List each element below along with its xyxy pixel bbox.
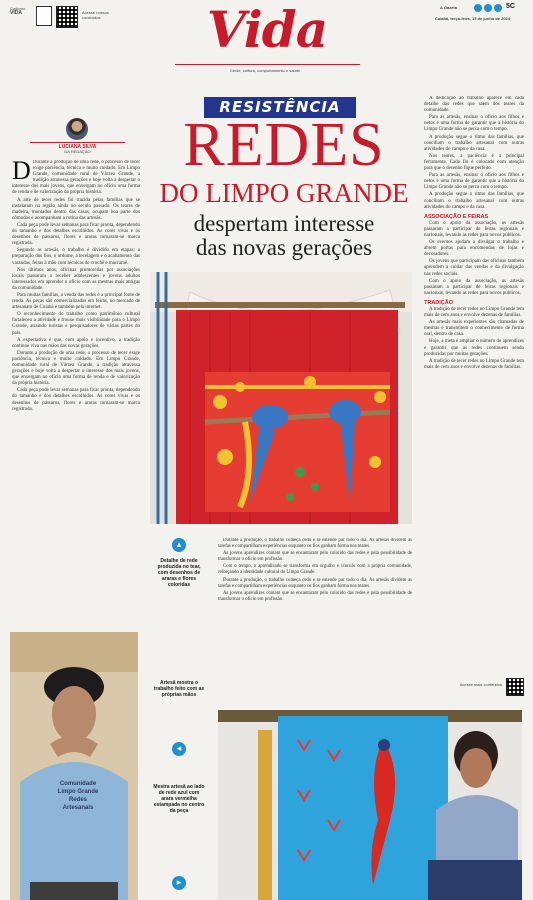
paragraph: A expectativa é que, com apoio e incentivo, a tradição continue viva nas mãos das novas gerações.: [12, 337, 140, 349]
shirt-text: [38, 780, 118, 812]
right-column-text: [424, 96, 524, 682]
kicker-banner: RESISTÊNCIA: [204, 97, 356, 118]
section-title: Vida: [206, 0, 328, 59]
paragraph: A arte de tecer redes foi trazida pelas famílias que se instalaram na região ainda no século passado. Os teares de madeira, montados dentro das casas, ocupam boa parte dos cômodos e acompanham a rotina das artesãs.: [12, 197, 140, 221]
headline-title-line2: DO LIMPO GRANDE: [159, 178, 409, 208]
deck-line: das novas gerações: [195, 235, 373, 260]
paragraph: O reconhecimento do trabalho como patrimônio cultural fortaleceu a atividade e trouxe mais visibilidade para o Limpo Grande, atraindo turistas e pesquisadores de várias partes do país.: [12, 312, 140, 336]
drop-cap: D: [12, 160, 31, 185]
center-body-text: [218, 538, 412, 698]
headline-title: REDES: [183, 111, 385, 179]
section-subtitle: Gente, cultura, comportamento e saúde: [229, 68, 301, 73]
paragraph: A dedicação ao trabalho aparece em cada detalhe das redes que saem dos teares da comunidade.: [424, 96, 524, 114]
paragraph: Durante a produção de uma rede, o processo de tecer exige paciência, técnica e muito cuidado. Em Limpo Grande, comunidade rural de Várzea Grande, a tradição atravessa gerações e hoje volta a despertar o interesse dos mais jovens, que enxergam no ofício uma forma de renda e de valorização da própria história.: [12, 160, 140, 196]
artisan-heart-photo: [10, 632, 138, 900]
header-small-text: Acesse nossos conteúdos: [82, 10, 109, 20]
paragraph: Com o tempo, o aprendizado se transforma em orgulho e vínculo com a própria comunidade, reforçando a identidade cultural do Limpo Grande.: [218, 564, 412, 576]
page-header: [0, 0, 533, 92]
paragraph: A tradição de tecer redes no Limpo Grande tem mais de cem anos e envolve dezenas de famílias.: [424, 307, 524, 319]
facebook-icon[interactable]: [474, 4, 482, 12]
photo-caption: Mestra artesã ao lado de rede azul com arara vermelha estampada no centro da peça: [153, 784, 205, 814]
youtube-icon[interactable]: [494, 4, 502, 12]
artisan-illustration: [10, 632, 138, 900]
paragraph: Durante a produção, o trabalho começa cedo e se estende por todo o dia. As artesãs dividem as tarefas e compartilham experiências enquanto os fios ganham forma nos teares.: [218, 538, 412, 550]
shirt-line: Comunidade: [59, 781, 97, 787]
hammock-photo: [150, 272, 412, 524]
paragraph: Nos últimos anos, oficinas promovidas por associações locais passaram a receber adolescentes e jovens adultos interessados em aprender o ofício com as mestras mais antigas da comunidade.: [12, 267, 140, 291]
paragraph: Para as artesãs, ensinar o ofício aos filhos e netos é uma forma de garantir que a história do Limpo Grande não se perca com o tempo.: [424, 173, 524, 191]
paragraph: Hoje, a meta é ampliar o número de aprendizes e garantir que as redes continuem sendo produzidas por muitas gerações.: [424, 339, 524, 357]
paragraph: Durante a produção, o trabalho começa cedo e se estende por todo o dia. As artesãs dividem as tarefas e compartilham experiências enquanto os fios ganham forma nos teares.: [218, 577, 412, 589]
paragraph: Nos teares, a paciência é a principal ferramenta. Cada fio é colocado com atenção para que o desenho fique perfeito.: [424, 153, 524, 172]
paragraph: Os jovens que participam das oficinas também aprendem a cuidar das vendas e da divulgação nas redes sociais.: [424, 259, 524, 277]
paragraph: Durante a produção de uma rede, o processo de tecer exige paciência, técnica e muito cuidado. Em Limpo Grande, comunidade rural de Várzea Grande, a tradição atravessa gerações e hoje volta a despertar o interesse dos mais jovens, que enxergam no ofício uma forma de renda e de valorização da própria história.: [12, 350, 140, 387]
section-label: Caderno VIDA: [10, 6, 26, 16]
title-rule: [175, 64, 360, 65]
artisan-blue-hammock-photo: [218, 710, 522, 900]
social-icons: [474, 4, 502, 12]
paragraph: As artesãs mais experientes são chamadas de mestras e transmitem o conhecimento de forma oral, dentro de casa.: [424, 320, 524, 338]
paragraph: Com o apoio da associação, as artesãs passaram a participar de feiras regionais e nacionais, levando as redes para novos públicos.: [424, 220, 524, 238]
paragraph: Cada peça pode levar semanas para ficar pronta, dependendo do tamanho e dos detalhes escolhidos. As cores vivas e os desenhos de pássaros, flores e araras tornaram-se marca registrada.: [12, 388, 140, 412]
paragraph: Com o apoio da associação, as artesãs passaram a participar de feiras regionais e nacionais, levando as redes para novos públicos.: [424, 278, 524, 296]
paragraph: A tradição de tecer redes no Limpo Grande tem mais de cem anos e envolve dezenas de famílias.: [424, 358, 524, 370]
shirt-line: Artesanais: [62, 805, 94, 811]
brand-name: A Gazeta: [440, 5, 457, 10]
page-code: 5C: [506, 3, 515, 10]
paragraph: Para muitas famílias, a venda das redes é a principal fonte de renda. As peças são comercializadas em feiras, no mercado de artesanato de Cuiabá e também pela internet.: [12, 292, 140, 311]
arrow-icon: ▴: [172, 538, 186, 552]
paragraph: Segundo as artesãs, o trabalho é dividido em etapas: a preparação dos fios, o urdume, a tecelagem e o acabamento das varandas, feitas à mão com técnicas de crochê e macramê.: [12, 248, 140, 266]
shirt-line: Redes: [68, 797, 87, 803]
instagram-icon[interactable]: [484, 4, 492, 12]
paragraph: A produção segue o ritmo das famílias, que conciliam o trabalho artesanal com outras atividades do campo e da casa.: [424, 134, 524, 152]
footer-text: Acesse mais conteúdos: [459, 682, 502, 687]
deck-line: despertam interesse: [193, 211, 375, 236]
photo-caption: Artesã mostra o trabalho feito com as próprias mãos: [153, 680, 205, 698]
left-column-text: [12, 160, 140, 626]
paragraph: As jovens aprendizes contam que se encantaram pelo colorido das redes e pela possibilidade de transformar o ofício em profissão.: [218, 590, 412, 602]
headline-deck: [150, 212, 418, 260]
subhead: ASSOCIAÇÃO E FEIRAS: [424, 213, 489, 220]
paragraph: As jovens aprendizes contam que se encantaram pelo colorido das redes e pela possibilidade de transformar o ofício em profissão.: [218, 551, 412, 563]
arrow-icon: ▸: [172, 876, 186, 890]
paragraph: Cada peça pode levar semanas para ficar pronta, dependendo do tamanho e dos detalhes escolhidos. As cores vivas e os desenhos de pássaros, flores e araras tornaram-se marca registrada.: [12, 222, 140, 247]
shirt-line: Limpo Grande: [57, 789, 99, 795]
hammock-illustration: [150, 272, 412, 524]
subhead: TRADIÇÃO: [424, 299, 454, 306]
arrow-icon: ◂: [172, 742, 186, 756]
blue-hammock-illustration: [218, 710, 522, 900]
qr-code-icon[interactable]: [506, 678, 524, 696]
photo-caption: Detalhe de rede produzida no tear, com desenhos de araras e flores coloridas: [157, 558, 201, 588]
author-name: LUCIANA SILVA: [30, 142, 125, 150]
author-avatar: [66, 118, 88, 140]
phone-icon: [36, 6, 52, 26]
paragraph: Para as artesãs, ensinar o ofício aos filhos e netos é uma forma de garantir que a história do Limpo Grande não se perca com o tempo.: [424, 115, 524, 133]
paragraph: Os eventos ajudam a divulgar o trabalho e abrem portas para encomendas de lojas e decoradores.: [424, 240, 524, 258]
author-role: DA REDAÇÃO: [64, 149, 91, 154]
date-line: Cuiabá, terça-feira, 15 de junho de 2024: [434, 16, 510, 21]
paragraph: A produção segue o ritmo das famílias, que conciliam o trabalho artesanal com outras atividades do campo e da casa.: [424, 192, 524, 210]
qr-code-icon[interactable]: [56, 6, 78, 28]
